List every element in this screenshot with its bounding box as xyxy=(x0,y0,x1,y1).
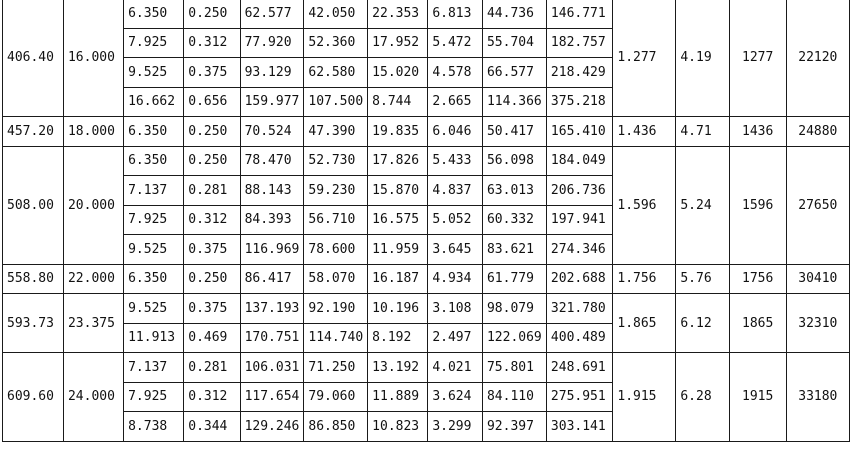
weight-lb-per-ft-cell: 78.600 xyxy=(304,235,368,265)
weight-kg-per-m-cell: 93.129 xyxy=(240,58,304,88)
imperial-weight-cell: 375.218 xyxy=(546,87,612,117)
outer-diameter-mm-cell: 593.73 xyxy=(3,294,64,353)
weight-kg-per-m-cell: 159.977 xyxy=(240,87,304,117)
weight-kg-per-m-cell: 78.470 xyxy=(240,146,304,176)
wall-thickness-in-cell: 0.375 xyxy=(184,58,240,88)
d-t-ratio-a-cell: 17.826 xyxy=(368,146,428,176)
weight-kg-per-m-cell: 86.417 xyxy=(240,264,304,294)
surface-area-2-cell: 5.24 xyxy=(676,146,729,264)
surface-area-2-cell: 5.76 xyxy=(676,264,729,294)
d-t-ratio-a-cell: 19.835 xyxy=(368,117,428,147)
d-t-ratio-a-cell: 10.196 xyxy=(368,294,428,324)
weight-lb-per-ft-cell: 71.250 xyxy=(304,353,368,383)
wall-thickness-in-cell: 0.375 xyxy=(184,294,240,324)
metric-weight-cell: 75.801 xyxy=(482,353,546,383)
surface-area-1-cell: 1.436 xyxy=(613,117,676,147)
d-t-ratio-b-cell: 5.472 xyxy=(428,28,483,58)
metric-weight-cell: 63.013 xyxy=(482,176,546,206)
wall-thickness-mm-cell: 8.738 xyxy=(124,412,184,442)
wall-thickness-mm-cell: 9.525 xyxy=(124,58,184,88)
weight-kg-per-m-cell: 170.751 xyxy=(240,323,304,353)
wall-thickness-in-cell: 0.469 xyxy=(184,323,240,353)
outer-diameter-mm-cell: 558.80 xyxy=(3,264,64,294)
wall-thickness-mm-cell: 16.662 xyxy=(124,87,184,117)
d-t-ratio-b-cell: 2.665 xyxy=(428,87,483,117)
pressure-b-cell: 27650 xyxy=(786,146,849,264)
weight-kg-per-m-cell: 62.577 xyxy=(240,0,304,28)
wall-thickness-in-cell: 0.281 xyxy=(184,353,240,383)
imperial-weight-cell: 206.736 xyxy=(546,176,612,206)
wall-thickness-in-cell: 0.250 xyxy=(184,117,240,147)
wall-thickness-in-cell: 0.375 xyxy=(184,235,240,265)
outer-diameter-in-cell: 20.000 xyxy=(63,146,123,264)
weight-lb-per-ft-cell: 86.850 xyxy=(304,412,368,442)
wall-thickness-mm-cell: 7.925 xyxy=(124,28,184,58)
wall-thickness-in-cell: 0.250 xyxy=(184,146,240,176)
wall-thickness-in-cell: 0.250 xyxy=(184,0,240,28)
d-t-ratio-b-cell: 3.108 xyxy=(428,294,483,324)
table-row xyxy=(3,0,850,28)
imperial-weight-cell: 218.429 xyxy=(546,58,612,88)
wall-thickness-in-cell: 0.312 xyxy=(184,205,240,235)
d-t-ratio-a-cell: 16.575 xyxy=(368,205,428,235)
d-t-ratio-a-cell: 22.353 xyxy=(368,0,428,28)
table-row xyxy=(3,294,850,324)
imperial-weight-cell: 146.771 xyxy=(546,0,612,28)
weight-lb-per-ft-cell: 79.060 xyxy=(304,382,368,412)
weight-lb-per-ft-cell: 52.360 xyxy=(304,28,368,58)
metric-weight-cell: 122.069 xyxy=(482,323,546,353)
outer-diameter-mm-cell: 457.20 xyxy=(3,117,64,147)
metric-weight-cell: 84.110 xyxy=(482,382,546,412)
surface-area-2-cell: 4.19 xyxy=(676,0,729,117)
weight-lb-per-ft-cell: 56.710 xyxy=(304,205,368,235)
metric-weight-cell: 44.736 xyxy=(482,0,546,28)
imperial-weight-cell: 400.489 xyxy=(546,323,612,353)
wall-thickness-in-cell: 0.312 xyxy=(184,28,240,58)
surface-area-1-cell: 1.277 xyxy=(613,0,676,117)
d-t-ratio-a-cell: 11.889 xyxy=(368,382,428,412)
outer-diameter-mm-cell: 508.00 xyxy=(3,146,64,264)
weight-kg-per-m-cell: 137.193 xyxy=(240,294,304,324)
metric-weight-cell: 98.079 xyxy=(482,294,546,324)
weight-lb-per-ft-cell: 59.230 xyxy=(304,176,368,206)
d-t-ratio-a-cell: 15.020 xyxy=(368,58,428,88)
table-row xyxy=(3,117,850,147)
d-t-ratio-b-cell: 3.299 xyxy=(428,412,483,442)
metric-weight-cell: 60.332 xyxy=(482,205,546,235)
pressure-a-cell: 1436 xyxy=(729,117,786,147)
weight-kg-per-m-cell: 106.031 xyxy=(240,353,304,383)
metric-weight-cell: 114.366 xyxy=(482,87,546,117)
wall-thickness-mm-cell: 6.350 xyxy=(124,264,184,294)
weight-lb-per-ft-cell: 62.580 xyxy=(304,58,368,88)
pressure-a-cell: 1865 xyxy=(729,294,786,353)
d-t-ratio-a-cell: 17.952 xyxy=(368,28,428,58)
imperial-weight-cell: 197.941 xyxy=(546,205,612,235)
outer-diameter-in-cell: 16.000 xyxy=(63,0,123,117)
metric-weight-cell: 50.417 xyxy=(482,117,546,147)
metric-weight-cell: 92.397 xyxy=(482,412,546,442)
pipe-spec-table xyxy=(2,0,850,442)
imperial-weight-cell: 303.141 xyxy=(546,412,612,442)
d-t-ratio-b-cell: 4.934 xyxy=(428,264,483,294)
metric-weight-cell: 56.098 xyxy=(482,146,546,176)
pressure-b-cell: 24880 xyxy=(786,117,849,147)
weight-kg-per-m-cell: 77.920 xyxy=(240,28,304,58)
weight-lb-per-ft-cell: 58.070 xyxy=(304,264,368,294)
d-t-ratio-a-cell: 16.187 xyxy=(368,264,428,294)
d-t-ratio-b-cell: 4.837 xyxy=(428,176,483,206)
outer-diameter-in-cell: 24.000 xyxy=(63,353,123,442)
outer-diameter-in-cell: 22.000 xyxy=(63,264,123,294)
wall-thickness-in-cell: 0.250 xyxy=(184,264,240,294)
pressure-b-cell: 30410 xyxy=(786,264,849,294)
weight-lb-per-ft-cell: 92.190 xyxy=(304,294,368,324)
weight-kg-per-m-cell: 116.969 xyxy=(240,235,304,265)
wall-thickness-mm-cell: 11.913 xyxy=(124,323,184,353)
wall-thickness-mm-cell: 9.525 xyxy=(124,294,184,324)
d-t-ratio-a-cell: 11.959 xyxy=(368,235,428,265)
imperial-weight-cell: 248.691 xyxy=(546,353,612,383)
d-t-ratio-a-cell: 8.744 xyxy=(368,87,428,117)
d-t-ratio-b-cell: 4.578 xyxy=(428,58,483,88)
wall-thickness-in-cell: 0.344 xyxy=(184,412,240,442)
outer-diameter-in-cell: 23.375 xyxy=(63,294,123,353)
table-row xyxy=(3,353,850,383)
metric-weight-cell: 55.704 xyxy=(482,28,546,58)
outer-diameter-mm-cell: 406.40 xyxy=(3,0,64,117)
surface-area-2-cell: 6.12 xyxy=(676,294,729,353)
metric-weight-cell: 61.779 xyxy=(482,264,546,294)
wall-thickness-mm-cell: 6.350 xyxy=(124,146,184,176)
d-t-ratio-b-cell: 3.645 xyxy=(428,235,483,265)
d-t-ratio-b-cell: 5.052 xyxy=(428,205,483,235)
wall-thickness-mm-cell: 7.137 xyxy=(124,176,184,206)
pressure-a-cell: 1277 xyxy=(729,0,786,117)
metric-weight-cell: 83.621 xyxy=(482,235,546,265)
imperial-weight-cell: 321.780 xyxy=(546,294,612,324)
imperial-weight-cell: 182.757 xyxy=(546,28,612,58)
d-t-ratio-a-cell: 15.870 xyxy=(368,176,428,206)
d-t-ratio-b-cell: 2.497 xyxy=(428,323,483,353)
weight-lb-per-ft-cell: 47.390 xyxy=(304,117,368,147)
wall-thickness-in-cell: 0.656 xyxy=(184,87,240,117)
surface-area-2-cell: 6.28 xyxy=(676,353,729,442)
table-row xyxy=(3,146,850,176)
pressure-a-cell: 1915 xyxy=(729,353,786,442)
weight-kg-per-m-cell: 70.524 xyxy=(240,117,304,147)
wall-thickness-mm-cell: 6.350 xyxy=(124,0,184,28)
wall-thickness-in-cell: 0.312 xyxy=(184,382,240,412)
weight-kg-per-m-cell: 88.143 xyxy=(240,176,304,206)
table-body xyxy=(3,0,850,441)
imperial-weight-cell: 184.049 xyxy=(546,146,612,176)
surface-area-1-cell: 1.865 xyxy=(613,294,676,353)
d-t-ratio-b-cell: 6.046 xyxy=(428,117,483,147)
wall-thickness-mm-cell: 6.350 xyxy=(124,117,184,147)
d-t-ratio-a-cell: 8.192 xyxy=(368,323,428,353)
d-t-ratio-b-cell: 6.813 xyxy=(428,0,483,28)
surface-area-1-cell: 1.915 xyxy=(613,353,676,442)
metric-weight-cell: 66.577 xyxy=(482,58,546,88)
d-t-ratio-a-cell: 13.192 xyxy=(368,353,428,383)
weight-lb-per-ft-cell: 52.730 xyxy=(304,146,368,176)
wall-thickness-in-cell: 0.281 xyxy=(184,176,240,206)
weight-lb-per-ft-cell: 114.740 xyxy=(304,323,368,353)
outer-diameter-mm-cell: 609.60 xyxy=(3,353,64,442)
d-t-ratio-b-cell: 3.624 xyxy=(428,382,483,412)
weight-kg-per-m-cell: 84.393 xyxy=(240,205,304,235)
surface-area-1-cell: 1.596 xyxy=(613,146,676,264)
imperial-weight-cell: 202.688 xyxy=(546,264,612,294)
d-t-ratio-b-cell: 4.021 xyxy=(428,353,483,383)
wall-thickness-mm-cell: 7.925 xyxy=(124,205,184,235)
imperial-weight-cell: 165.410 xyxy=(546,117,612,147)
d-t-ratio-b-cell: 5.433 xyxy=(428,146,483,176)
pressure-b-cell: 33180 xyxy=(786,353,849,442)
weight-kg-per-m-cell: 129.246 xyxy=(240,412,304,442)
weight-lb-per-ft-cell: 107.500 xyxy=(304,87,368,117)
outer-diameter-in-cell: 18.000 xyxy=(63,117,123,147)
imperial-weight-cell: 275.951 xyxy=(546,382,612,412)
wall-thickness-mm-cell: 9.525 xyxy=(124,235,184,265)
wall-thickness-mm-cell: 7.137 xyxy=(124,353,184,383)
pressure-b-cell: 22120 xyxy=(786,0,849,117)
surface-area-1-cell: 1.756 xyxy=(613,264,676,294)
surface-area-2-cell: 4.71 xyxy=(676,117,729,147)
weight-kg-per-m-cell: 117.654 xyxy=(240,382,304,412)
table-row xyxy=(3,264,850,294)
weight-lb-per-ft-cell: 42.050 xyxy=(304,0,368,28)
imperial-weight-cell: 274.346 xyxy=(546,235,612,265)
pressure-a-cell: 1596 xyxy=(729,146,786,264)
d-t-ratio-a-cell: 10.823 xyxy=(368,412,428,442)
wall-thickness-mm-cell: 7.925 xyxy=(124,382,184,412)
pressure-a-cell: 1756 xyxy=(729,264,786,294)
pressure-b-cell: 32310 xyxy=(786,294,849,353)
